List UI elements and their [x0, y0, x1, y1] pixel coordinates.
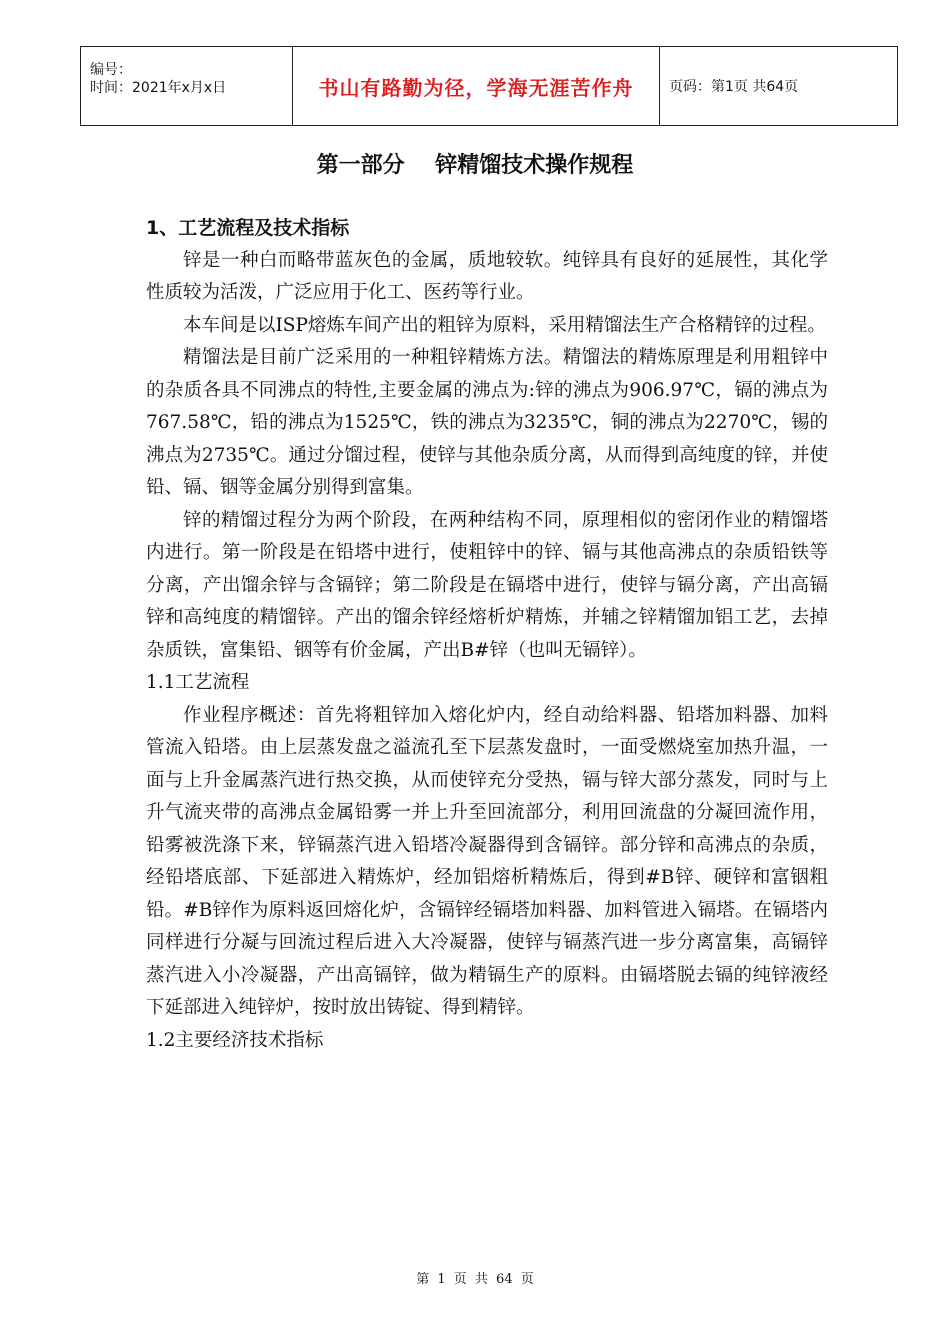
paragraph: 本车间是以ISP熔炼车间产出的粗锌为原料，采用精馏法生产合格精锌的过程。 [183, 314, 826, 336]
paragraph: 作业程序概述：首先将粗锌加入熔化炉内，经自动给料器、铅塔加料器、加料管流入铅塔。由上层蒸发盘之溢流孔至下层蒸发盘时，一面受燃烧室加热升温，一面与上升金属蒸汽进行热交换，从而使锌充分受热，镉与锌大部分蒸发，同时与上升气流夹带的高沸点金属铅雾一并上升至回流部分，利用回流盘的分凝回流作用，铅雾被洗涤下来，锌镉蒸汽进入铅塔冷凝器得到含镉锌。部分锌和高沸点的杂质，经铅塔底部、下延部进入精炼炉，经加铝熔析精炼后，得到#B锌、硬锌和富铟粗铅。#B锌作为原料返回熔化炉，含镉锌经镉塔加料器、加料管进入镉塔。在镉塔内同样进行分凝与回流过程后进入大冷凝器，使锌与镉蒸汽进一步分离富集，高镉锌蒸汽进入小冷凝器，产出高镉锌，做为精镉生产的原料。由镉塔脱去镉的纯锌液经下延部进入纯锌炉，按时放出铸锭、得到精锌。 [146, 704, 828, 1018]
header-motto: 书山有路勤为径，学海无涯苦作舟 [293, 47, 660, 126]
section-heading-1: 1、工艺流程及技术指标 [146, 217, 350, 239]
header-meta-cell [81, 47, 293, 126]
document-title: 第一部分 锌精馏技术操作规程 [316, 153, 634, 178]
document-header [80, 46, 898, 126]
document-number-label: 编号： [90, 62, 132, 78]
document-body [146, 212, 828, 1057]
section-heading-1-2: 1.2主要经济技术指标 [146, 1029, 324, 1051]
paragraph: 精馏法是目前广泛采用的一种粗锌精炼方法。精馏法的精炼原理是利用粗锌中的杂质各具不同沸点的特性,主要金属的沸点为:锌的沸点为906.97℃，镉的沸点为767.58℃，铅的沸点为1525℃，铁的沸点为3235℃，铜的沸点为2270℃，锡的沸点为2735℃。通过分馏过程，使锌与其他杂质分离，从而得到高纯度的锌，并使铅、镉、铟等金属分别得到富集。 [146, 347, 828, 498]
page-footer: 第 1 页 共 64 页 [416, 1272, 534, 1287]
header-page-info: 页码：第1页 共64页 [660, 47, 898, 126]
paragraph: 锌是一种白而略带蓝灰色的金属，质地较软。纯锌具有良好的延展性，其化学性质较为活泼，广泛应用于化工、医药等行业。 [146, 249, 828, 303]
section-heading-1-1: 1.1工艺流程 [146, 672, 250, 693]
paragraph: 锌的精馏过程分为两个阶段，在两种结构不同，原理相似的密闭作业的精馏塔内进行。第一阶段是在铅塔中进行，使粗锌中的锌、镉与其他高沸点的杂质铅铁等分离，产出馏余锌与含镉锌；第二阶段是在镉塔中进行，使锌与镉分离，产出高镉锌和高纯度的精馏锌。产出的馏余锌经熔析炉精炼，并辅之锌精馏加铝工艺，去掉杂质铁，富集铅、铟等有价金属，产出B#锌（也叫无镉锌）。 [146, 509, 828, 661]
document-date-label: 时间：2021年x月x日 [90, 80, 227, 96]
